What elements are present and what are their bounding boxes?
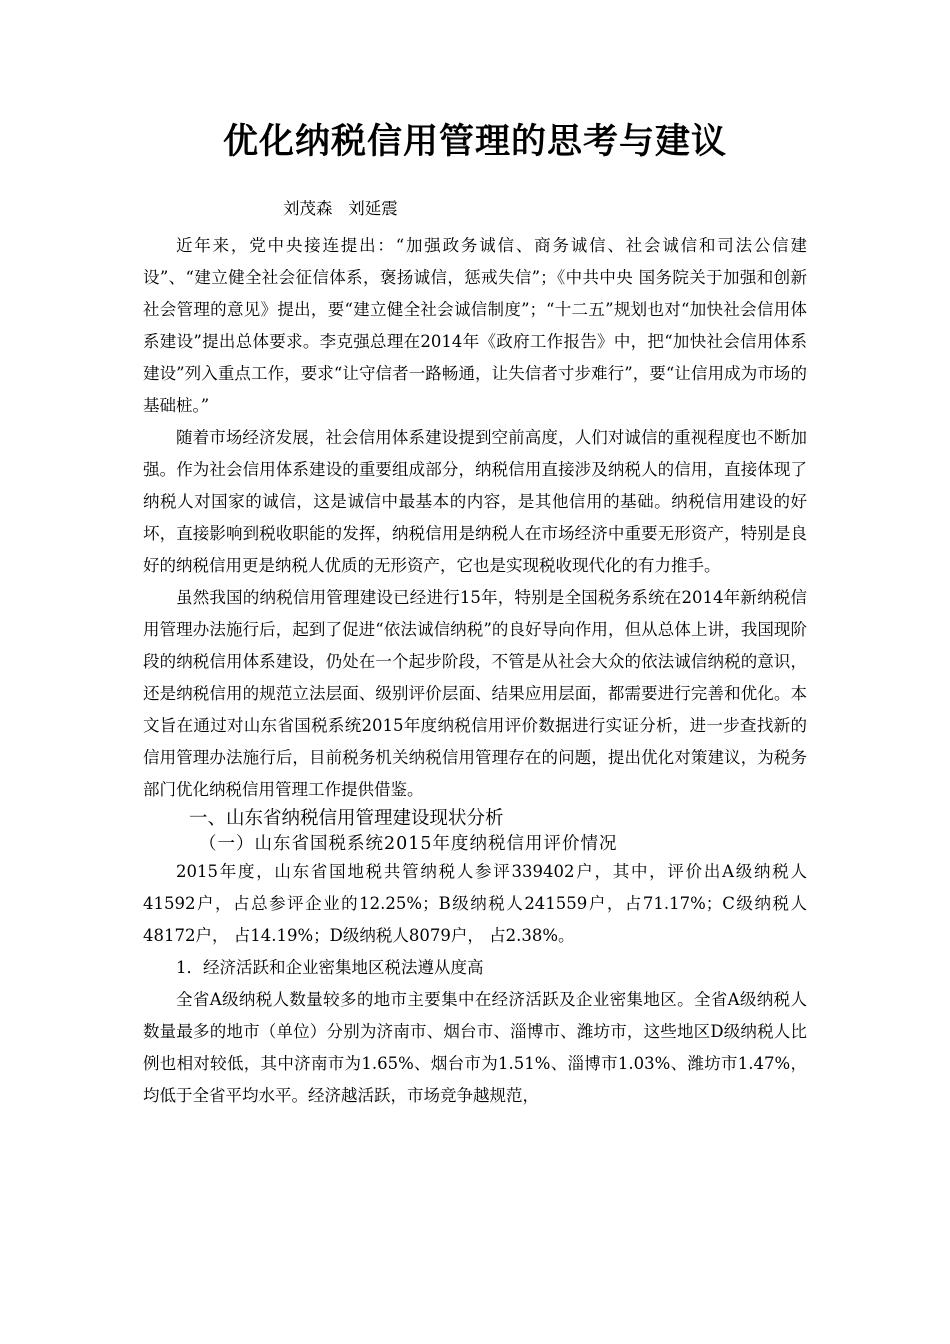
subsection-heading-1: （一）山东省国税系统2015年度纳税信用评价情况 <box>199 834 618 854</box>
document-title: 优化纳税信用管理的思考与建议 <box>222 122 727 162</box>
list-item-1: 1．经济活跃和企业密集地区税法遵从度高 <box>176 958 484 977</box>
paragraph-4: 2015年度，山东省国地税共管纳税人参评339402户，其中，评价出A级纳税人41592户，占总参评企业的12.25%；B级纳税人241559户，占71.17%；C级纳税人48172户， 占14.19%；D级纳税人8079户， 占2.38%。 <box>143 862 807 945</box>
paragraph-5: 全省A级纳税人数量较多的地市主要集中在经济活跃及企业密集地区。全省A级纳税人数量最多的地市（单位）分别为济南市、烟台市、淄博市、潍坊市，这些地区D级纳税人比例也相对较低，其中济南市为1.65%、烟台市为1.51%、淄博市1.03%、潍坊市1.47%，均低于全省平均水平。经济越活跃，市场竞争越规范， <box>143 990 807 1105</box>
section-heading-1: 一、山东省纳税信用管理建设现状分析 <box>189 808 504 829</box>
paragraph-3: 虽然我国的纳税信用管理建设已经进行15年，特别是全国税务系统在2014年新纳税信用管理办法施行后，起到了促进“依法诚信纳税”的良好导向作用，但从总体上讲，我国现阶段的纳税信用体系建设，仍处在一个起步阶段，不管是从社会大众的依法诚信纳税的意识，还是纳税信用的规范立法层面、级别评价层面、结果应用层面，都需要进行完善和优化。本文旨在通过对山东省国税系统2015年度纳税信用评价数据进行实证分析，进一步查找新的信用管理办法施行后，目前税务机关纳税信用管理存在的问题，提出优化对策建议，为税务部门优化纳税信用管理工作提供借鉴。 <box>143 588 807 799</box>
document-authors: 刘茂森 刘延震 <box>283 199 398 218</box>
paragraph-2: 随着市场经济发展，社会信用体系建设提到空前高度，人们对诚信的重视程度也不断加强。作为社会信用体系建设的重要组成部分，纳税信用直接涉及纳税人的信用，直接体现了纳税人对国家的诚信，这是诚信中最基本的内容，是其他信用的基础。纳税信用建设的好坏，直接影响到税收职能的发挥，纳税信用是纳税人在市场经济中重要无形资产，特别是良好的纳税信用更是纳税人优质的无形资产，它也是实现税收现代化的有力推手。 <box>143 428 807 575</box>
paragraph-1: 近年来，党中央接连提出：“加强政务诚信、商务诚信、社会诚信和司法公信建设”、“建立健全社会征信体系，褒扬诚信，惩戒失信”；《中共中央 国务院关于加强和创新社会管理的意见》提出，要“建立健全社会诚信制度”；“十二五”规划也对“加快社会信用体系建设”提出总体要求。李克强总理在2014年《政府工作报告》中，把“加快社会信用体系建设”列入重点工作，要求“让守信者一路畅通，让失信者寸步难行”，要“让信用成为市场的基础桩。” <box>143 236 807 415</box>
document-body <box>143 230 807 1112</box>
